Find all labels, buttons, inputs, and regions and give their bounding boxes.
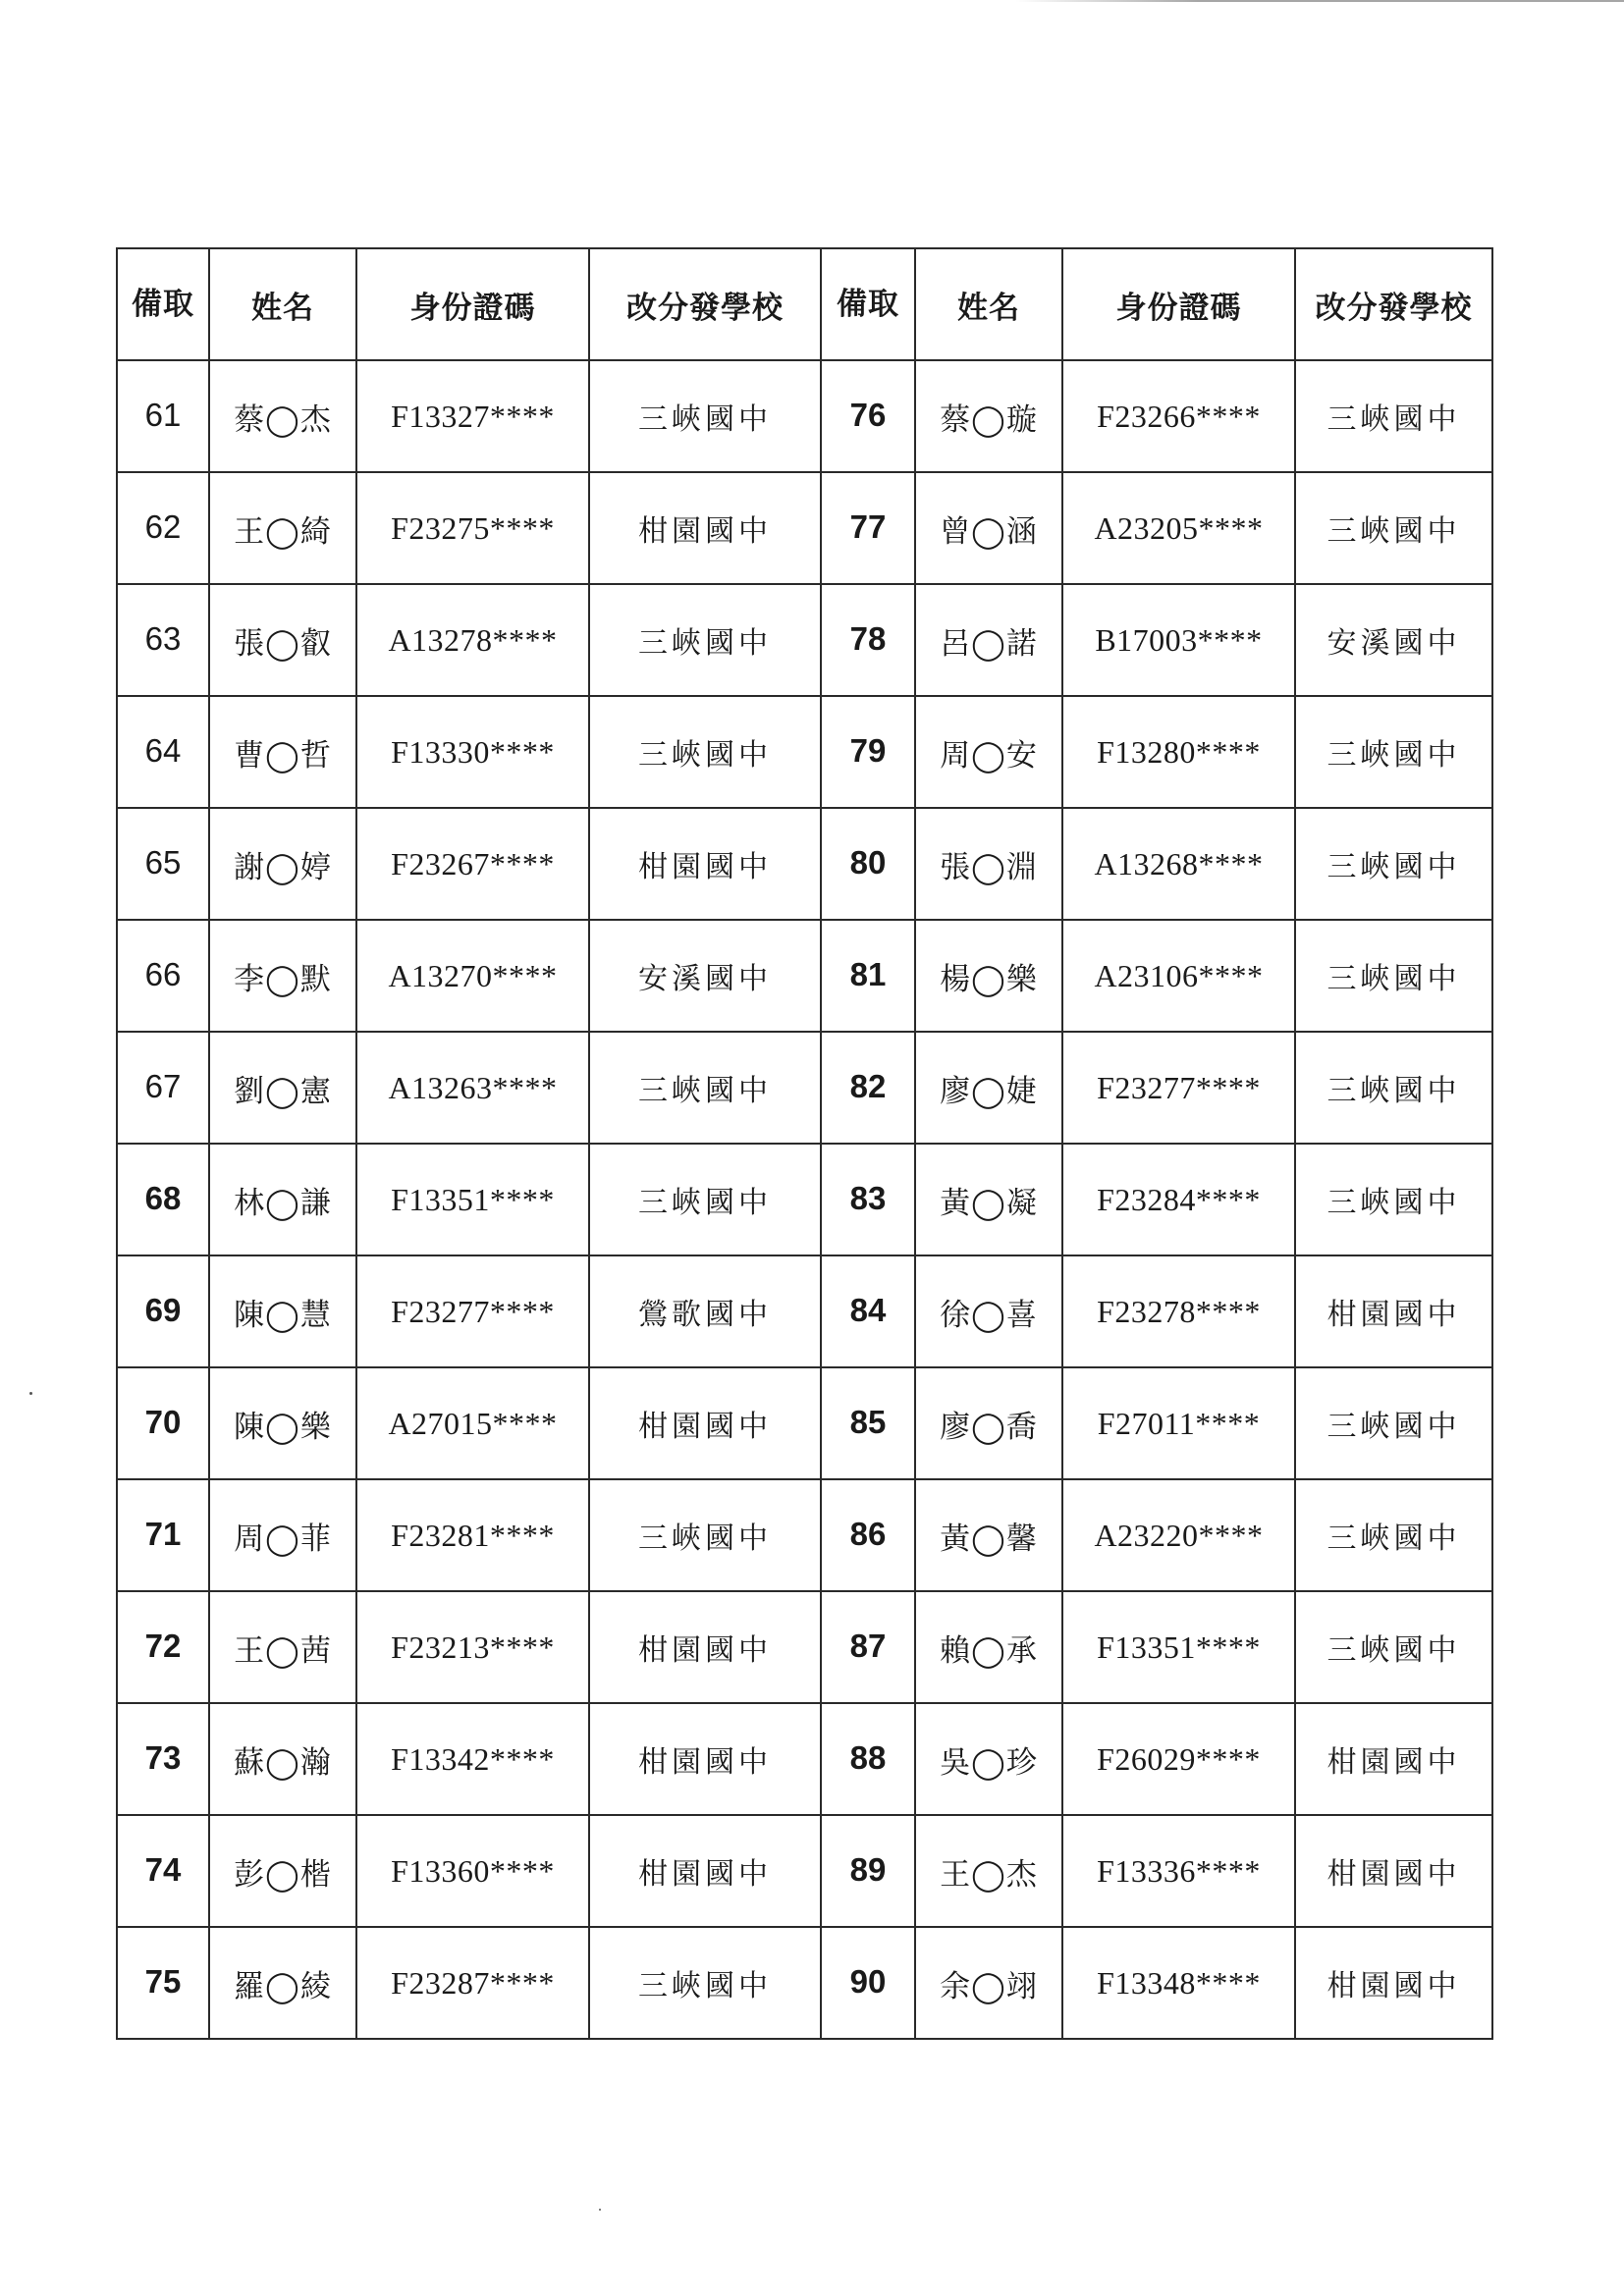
cell-school: 柑園國中 xyxy=(589,808,821,920)
cell-id-code: F13327**** xyxy=(356,360,589,472)
cell-id-code: A13278**** xyxy=(356,584,589,696)
cell-school: 安溪國中 xyxy=(589,920,821,1032)
cell-school: 三峽國中 xyxy=(1295,1367,1492,1479)
cell-id-code: F23213**** xyxy=(356,1591,589,1703)
cell-rank: 63 xyxy=(117,584,209,696)
table-row xyxy=(117,472,1492,584)
cell-id-code: F13342**** xyxy=(356,1703,589,1815)
cell-school: 柑園國中 xyxy=(1295,1703,1492,1815)
cell-school: 柑園國中 xyxy=(1295,1255,1492,1367)
cell-school: 柑園國中 xyxy=(589,1815,821,1927)
cell-id-code: F13351**** xyxy=(1062,1591,1295,1703)
cell-id-code: A27015**** xyxy=(356,1367,589,1479)
cell-rank: 74 xyxy=(117,1815,209,1927)
cell-rank: 68 xyxy=(117,1144,209,1255)
cell-school: 柑園國中 xyxy=(1295,1815,1492,1927)
table-row xyxy=(117,584,1492,696)
table-row xyxy=(117,1815,1492,1927)
cell-id-code: F27011**** xyxy=(1062,1367,1295,1479)
table-row xyxy=(117,360,1492,472)
cell-name: 羅◯綾 xyxy=(209,1927,356,2039)
cell-name: 吳◯珍 xyxy=(915,1703,1062,1815)
cell-school: 三峽國中 xyxy=(589,360,821,472)
cell-school: 三峽國中 xyxy=(1295,696,1492,808)
cell-school: 鶯歌國中 xyxy=(589,1255,821,1367)
cell-id-code: A23205**** xyxy=(1062,472,1295,584)
cell-school: 三峽國中 xyxy=(589,1032,821,1144)
cell-school: 三峽國中 xyxy=(1295,1479,1492,1591)
cell-school: 三峽國中 xyxy=(1295,360,1492,472)
cell-name: 曹◯哲 xyxy=(209,696,356,808)
cell-name: 廖◯婕 xyxy=(915,1032,1062,1144)
cell-school: 三峽國中 xyxy=(589,1479,821,1591)
cell-school: 安溪國中 xyxy=(1295,584,1492,696)
cell-school: 三峽國中 xyxy=(1295,1591,1492,1703)
header-row xyxy=(117,248,1492,360)
cell-id-code: F23284**** xyxy=(1062,1144,1295,1255)
header-rank: 備取 xyxy=(821,248,915,360)
table-row xyxy=(117,1255,1492,1367)
cell-id-code: A13270**** xyxy=(356,920,589,1032)
cell-name: 賴◯承 xyxy=(915,1591,1062,1703)
cell-id-code: F13351**** xyxy=(356,1144,589,1255)
cell-name: 王◯茜 xyxy=(209,1591,356,1703)
cell-id-code: F23278**** xyxy=(1062,1255,1295,1367)
table-row xyxy=(117,1144,1492,1255)
header-id: 身份證碼 xyxy=(356,248,589,360)
cell-id-code: F13336**** xyxy=(1062,1815,1295,1927)
cell-rank: 66 xyxy=(117,920,209,1032)
cell-rank: 90 xyxy=(821,1927,915,2039)
cell-name: 張◯叡 xyxy=(209,584,356,696)
table-row xyxy=(117,920,1492,1032)
header-school: 改分發學校 xyxy=(1295,248,1492,360)
cell-school: 柑園國中 xyxy=(589,1591,821,1703)
cell-id-code: A13268**** xyxy=(1062,808,1295,920)
cell-name: 蘇◯瀚 xyxy=(209,1703,356,1815)
cell-rank: 70 xyxy=(117,1367,209,1479)
table-row xyxy=(117,808,1492,920)
cell-name: 謝◯婷 xyxy=(209,808,356,920)
cell-name: 王◯杰 xyxy=(915,1815,1062,1927)
cell-id-code: F13348**** xyxy=(1062,1927,1295,2039)
cell-id-code: F13280**** xyxy=(1062,696,1295,808)
cell-school: 三峽國中 xyxy=(589,584,821,696)
cell-rank: 82 xyxy=(821,1032,915,1144)
cell-school: 柑園國中 xyxy=(589,1367,821,1479)
cell-id-code: F23266**** xyxy=(1062,360,1295,472)
cell-rank: 77 xyxy=(821,472,915,584)
table-row xyxy=(117,1479,1492,1591)
header-name: 姓名 xyxy=(209,248,356,360)
cell-id-code: A13263**** xyxy=(356,1032,589,1144)
cell-id-code: F23277**** xyxy=(356,1255,589,1367)
cell-id-code: F13330**** xyxy=(356,696,589,808)
cell-id-code: A23220**** xyxy=(1062,1479,1295,1591)
cell-school: 柑園國中 xyxy=(1295,1927,1492,2039)
cell-id-code: F23281**** xyxy=(356,1479,589,1591)
cell-name: 周◯菲 xyxy=(209,1479,356,1591)
cell-rank: 62 xyxy=(117,472,209,584)
cell-id-code: F26029**** xyxy=(1062,1703,1295,1815)
cell-rank: 72 xyxy=(117,1591,209,1703)
cell-school: 柑園國中 xyxy=(589,1703,821,1815)
cell-name: 廖◯喬 xyxy=(915,1367,1062,1479)
cell-name: 陳◯慧 xyxy=(209,1255,356,1367)
cell-name: 林◯謙 xyxy=(209,1144,356,1255)
header-school: 改分發學校 xyxy=(589,248,821,360)
cell-name: 周◯安 xyxy=(915,696,1062,808)
cell-name: 黃◯凝 xyxy=(915,1144,1062,1255)
table-row xyxy=(117,1927,1492,2039)
cell-rank: 84 xyxy=(821,1255,915,1367)
cell-rank: 73 xyxy=(117,1703,209,1815)
cell-id-code: A23106**** xyxy=(1062,920,1295,1032)
cell-name: 楊◯樂 xyxy=(915,920,1062,1032)
cell-rank: 64 xyxy=(117,696,209,808)
cell-id-code: B17003**** xyxy=(1062,584,1295,696)
cell-name: 呂◯諾 xyxy=(915,584,1062,696)
cell-school: 三峽國中 xyxy=(589,696,821,808)
table-row xyxy=(117,1367,1492,1479)
cell-name: 張◯淵 xyxy=(915,808,1062,920)
header-name: 姓名 xyxy=(915,248,1062,360)
cell-rank: 79 xyxy=(821,696,915,808)
cell-id-code: F23287**** xyxy=(356,1927,589,2039)
header-rank: 備取 xyxy=(117,248,209,360)
cell-school: 三峽國中 xyxy=(1295,808,1492,920)
cell-rank: 85 xyxy=(821,1367,915,1479)
table-row xyxy=(117,1032,1492,1144)
cell-rank: 86 xyxy=(821,1479,915,1591)
cell-rank: 71 xyxy=(117,1479,209,1591)
cell-name: 余◯翊 xyxy=(915,1927,1062,2039)
cell-school: 三峽國中 xyxy=(1295,1144,1492,1255)
cell-school: 三峽國中 xyxy=(589,1927,821,2039)
table-row xyxy=(117,1703,1492,1815)
cell-id-code: F13360**** xyxy=(356,1815,589,1927)
cell-rank: 88 xyxy=(821,1703,915,1815)
scan-edge-mark xyxy=(1015,0,1624,2)
header-id: 身份證碼 xyxy=(1062,248,1295,360)
cell-rank: 76 xyxy=(821,360,915,472)
table-row xyxy=(117,696,1492,808)
cell-school: 三峽國中 xyxy=(589,1144,821,1255)
cell-school: 三峽國中 xyxy=(1295,1032,1492,1144)
cell-name: 曾◯涵 xyxy=(915,472,1062,584)
cell-name: 黃◯馨 xyxy=(915,1479,1062,1591)
cell-id-code: F23277**** xyxy=(1062,1032,1295,1144)
cell-rank: 80 xyxy=(821,808,915,920)
cell-name: 蔡◯璇 xyxy=(915,360,1062,472)
scan-speck xyxy=(599,2209,601,2211)
cell-id-code: F23275**** xyxy=(356,472,589,584)
cell-name: 蔡◯杰 xyxy=(209,360,356,472)
cell-name: 彭◯楷 xyxy=(209,1815,356,1927)
cell-school: 柑園國中 xyxy=(589,472,821,584)
cell-rank: 83 xyxy=(821,1144,915,1255)
cell-rank: 69 xyxy=(117,1255,209,1367)
table-body xyxy=(117,360,1492,2039)
cell-rank: 78 xyxy=(821,584,915,696)
cell-rank: 75 xyxy=(117,1927,209,2039)
cell-rank: 89 xyxy=(821,1815,915,1927)
cell-id-code: F23267**** xyxy=(356,808,589,920)
cell-rank: 61 xyxy=(117,360,209,472)
cell-rank: 87 xyxy=(821,1591,915,1703)
table-row xyxy=(117,1591,1492,1703)
waitlist-table xyxy=(116,247,1493,2040)
cell-name: 李◯默 xyxy=(209,920,356,1032)
cell-rank: 81 xyxy=(821,920,915,1032)
scan-speck xyxy=(29,1392,32,1395)
cell-rank: 65 xyxy=(117,808,209,920)
cell-school: 三峽國中 xyxy=(1295,920,1492,1032)
cell-name: 王◯綺 xyxy=(209,472,356,584)
cell-name: 陳◯樂 xyxy=(209,1367,356,1479)
cell-name: 劉◯憲 xyxy=(209,1032,356,1144)
cell-rank: 67 xyxy=(117,1032,209,1144)
cell-name: 徐◯喜 xyxy=(915,1255,1062,1367)
cell-school: 三峽國中 xyxy=(1295,472,1492,584)
